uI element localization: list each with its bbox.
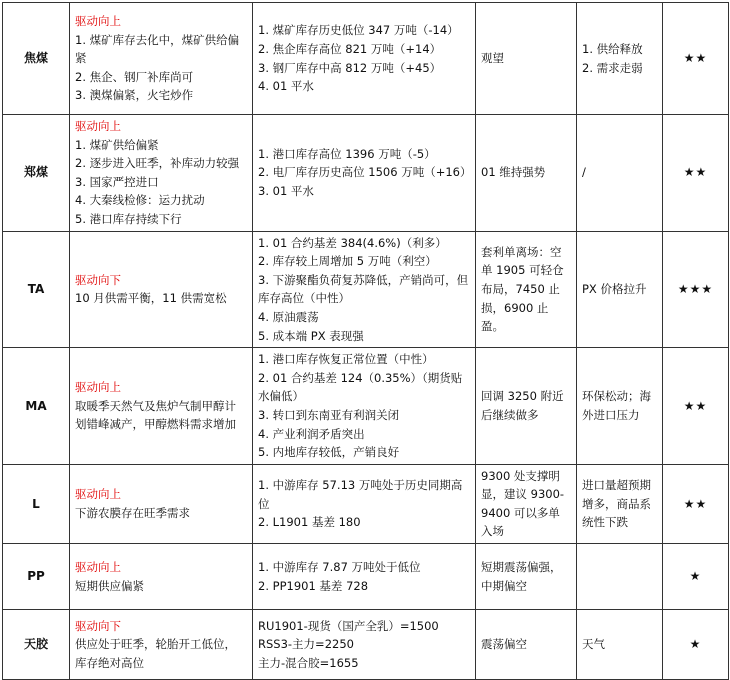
logic-line: 短期供应偏紧 — [75, 578, 144, 593]
rating-stars: ★★ — [663, 115, 729, 232]
table-row — [3, 231, 729, 348]
logic-cell — [70, 544, 253, 610]
table-row — [3, 464, 729, 543]
data-cell-line: RU1901-现货（国产全乳）=1500 — [258, 618, 439, 633]
logic-line: 2. 焦企、钢厂补库尚可 — [75, 69, 194, 84]
data-cell-line: 4. 产业利润矛盾突出 — [258, 426, 365, 441]
strategy-cell — [476, 348, 577, 465]
logic-line: 取暖季天然气及焦炉气制甲醇计划错峰减产，甲醇燃料需求增加 — [75, 398, 236, 432]
logic-line: 3. 澳煤偏紧，火宅炒作 — [75, 88, 194, 103]
data-cell-line: 1. 中游库存 7.87 万吨处于低位 — [258, 559, 421, 574]
table-body — [3, 3, 729, 680]
data-cell — [253, 231, 476, 348]
commodity-name: 天胶 — [3, 610, 70, 680]
risk-cell — [577, 544, 663, 610]
logic-line: 2. 逐步进入旺季，补库动力较强 — [75, 156, 240, 171]
data-cell-line: 1. 港口库存恢复正常位置（中性） — [258, 352, 434, 367]
data-cell-line: 3. 01 平水 — [258, 184, 314, 199]
strategy-cell — [476, 231, 577, 348]
logic-cell — [70, 115, 253, 232]
commodity-name: 焦煤 — [3, 3, 70, 115]
data-cell-line: 1. 01 合约基差 384(4.6%)（利多） — [258, 235, 447, 250]
data-cell-line: 4. 01 平水 — [258, 79, 314, 94]
drive-direction: 驱动向上 — [75, 14, 121, 29]
strategy-cell-line: 短期震荡偏强，中期偏空 — [481, 559, 562, 593]
strategy-cell — [476, 115, 577, 232]
table-row — [3, 544, 729, 610]
data-cell-line: 2. 电厂库存历史高位 1506 万吨（+16） — [258, 165, 472, 180]
strategy-cell-line: 回调 3250 附近后继续做多 — [481, 389, 564, 422]
logic-line: 3. 国家严控进口 — [75, 174, 159, 189]
data-cell-line: 2. 01 合约基差 124（0.35%）（期货贴水偏低） — [258, 370, 463, 404]
data-cell-line: 1. 港口库存高位 1396 万吨（-5） — [258, 146, 436, 161]
data-cell — [253, 348, 476, 465]
risk-cell-line: / — [582, 165, 586, 180]
commodity-name: L — [3, 464, 70, 543]
table-row — [3, 115, 729, 232]
data-cell-line: 2. L1901 基差 180 — [258, 515, 361, 530]
rating-stars: ★ — [663, 610, 729, 680]
risk-cell-line: 环保松动；海外进口压力 — [582, 389, 651, 422]
data-cell-line: 3. 下游聚酯负荷复苏降低，产销尚可，但库存高位（中性） — [258, 272, 469, 306]
strategy-cell — [476, 610, 577, 680]
table-row — [3, 610, 729, 680]
logic-cell — [70, 3, 253, 115]
risk-cell-line: 天气 — [582, 637, 605, 652]
rating-stars: ★★ — [663, 464, 729, 543]
data-cell-line: 5. 成本端 PX 表现强 — [258, 328, 364, 343]
commodity-name: PP — [3, 544, 70, 610]
table-row — [3, 348, 729, 465]
data-cell-line: 4. 原油震荡 — [258, 309, 319, 324]
risk-cell-line: PX 价格拉升 — [582, 282, 647, 297]
logic-line: 10 月供需平衡，11 供需宽松 — [75, 291, 227, 306]
data-cell-line: 3. 转口到东南亚有利润关闭 — [258, 407, 400, 422]
risk-cell — [577, 115, 663, 232]
logic-cell — [70, 464, 253, 543]
data-cell-line: 2. 库存较上周增加 5 万吨（利空） — [258, 254, 437, 269]
data-cell — [253, 544, 476, 610]
risk-cell-line: 进口量超预期增多，商品系统性下跌 — [582, 477, 651, 530]
logic-line: 下游农膜存在旺季需求 — [75, 505, 190, 520]
table-row — [3, 3, 729, 115]
drive-direction: 驱动向下 — [75, 618, 121, 633]
risk-cell-line: 1. 供给释放 — [582, 41, 643, 56]
drive-direction: 驱动向上 — [75, 487, 121, 502]
logic-line: 1. 煤矿库存去化中，煤矿供给偏紧 — [75, 32, 240, 66]
rating-stars: ★★ — [663, 348, 729, 465]
risk-cell — [577, 3, 663, 115]
data-cell — [253, 115, 476, 232]
logic-cell — [70, 610, 253, 680]
strategy-cell — [476, 544, 577, 610]
risk-cell — [577, 610, 663, 680]
drive-direction: 驱动向下 — [75, 272, 121, 287]
data-cell-line: RSS3-主力=2250 — [258, 637, 354, 652]
strategy-cell-line: 套利单离场：空单 1905 可轻仓布局，7450 止损，6900 止盈。 — [481, 244, 564, 334]
commodity-name: MA — [3, 348, 70, 465]
strategy-cell-line: 01 维持强势 — [481, 165, 546, 180]
logic-line: 4. 大秦线检修：运力扰动 — [75, 193, 205, 208]
commodity-name: TA — [3, 231, 70, 348]
drive-direction: 驱动向上 — [75, 119, 121, 133]
data-cell — [253, 464, 476, 543]
data-cell — [253, 610, 476, 680]
data-cell-line: 2. PP1901 基差 728 — [258, 578, 369, 593]
risk-cell — [577, 464, 663, 543]
strategy-cell-line: 震荡偏空 — [481, 637, 527, 652]
commodity-name: 郑煤 — [3, 115, 70, 232]
logic-line: 5. 港口库存持续下行 — [75, 211, 182, 226]
rating-stars: ★★★ — [663, 231, 729, 348]
data-cell-line: 5. 内地库存较低，产销良好 — [258, 445, 400, 460]
logic-line: 1. 煤矿供给偏紧 — [75, 137, 159, 152]
strategy-cell-line: 观望 — [481, 51, 504, 66]
drive-direction: 驱动向上 — [75, 559, 121, 574]
rating-stars: ★★ — [663, 3, 729, 115]
logic-cell — [70, 348, 253, 465]
strategy-cell-line: 9300 处支撑明显，建议 9300-9400 可以多单入场 — [481, 468, 565, 539]
drive-direction: 驱动向上 — [75, 380, 121, 395]
strategy-cell — [476, 3, 577, 115]
strategy-cell — [476, 464, 577, 543]
rating-stars: ★ — [663, 544, 729, 610]
data-cell-line: 1. 煤矿库存历史低位 347 万吨（-14） — [258, 23, 459, 38]
logic-line: 供应处于旺季，轮胎开工低位，库存绝对高位 — [75, 637, 236, 670]
risk-cell — [577, 348, 663, 465]
logic-cell — [70, 231, 253, 348]
data-cell-line: 2. 焦企库存高位 821 万吨（+14） — [258, 41, 442, 56]
data-cell-line: 3. 钢厂库存中高 812 万吨（+45） — [258, 60, 442, 75]
commodity-table — [2, 2, 729, 680]
data-cell — [253, 3, 476, 115]
risk-cell-line: 2. 需求走弱 — [582, 60, 643, 75]
risk-cell — [577, 231, 663, 348]
data-cell-line: 主力-混合胶=1655 — [258, 655, 359, 670]
data-cell-line: 1. 中游库存 57.13 万吨处于历史同期高位 — [258, 477, 463, 511]
